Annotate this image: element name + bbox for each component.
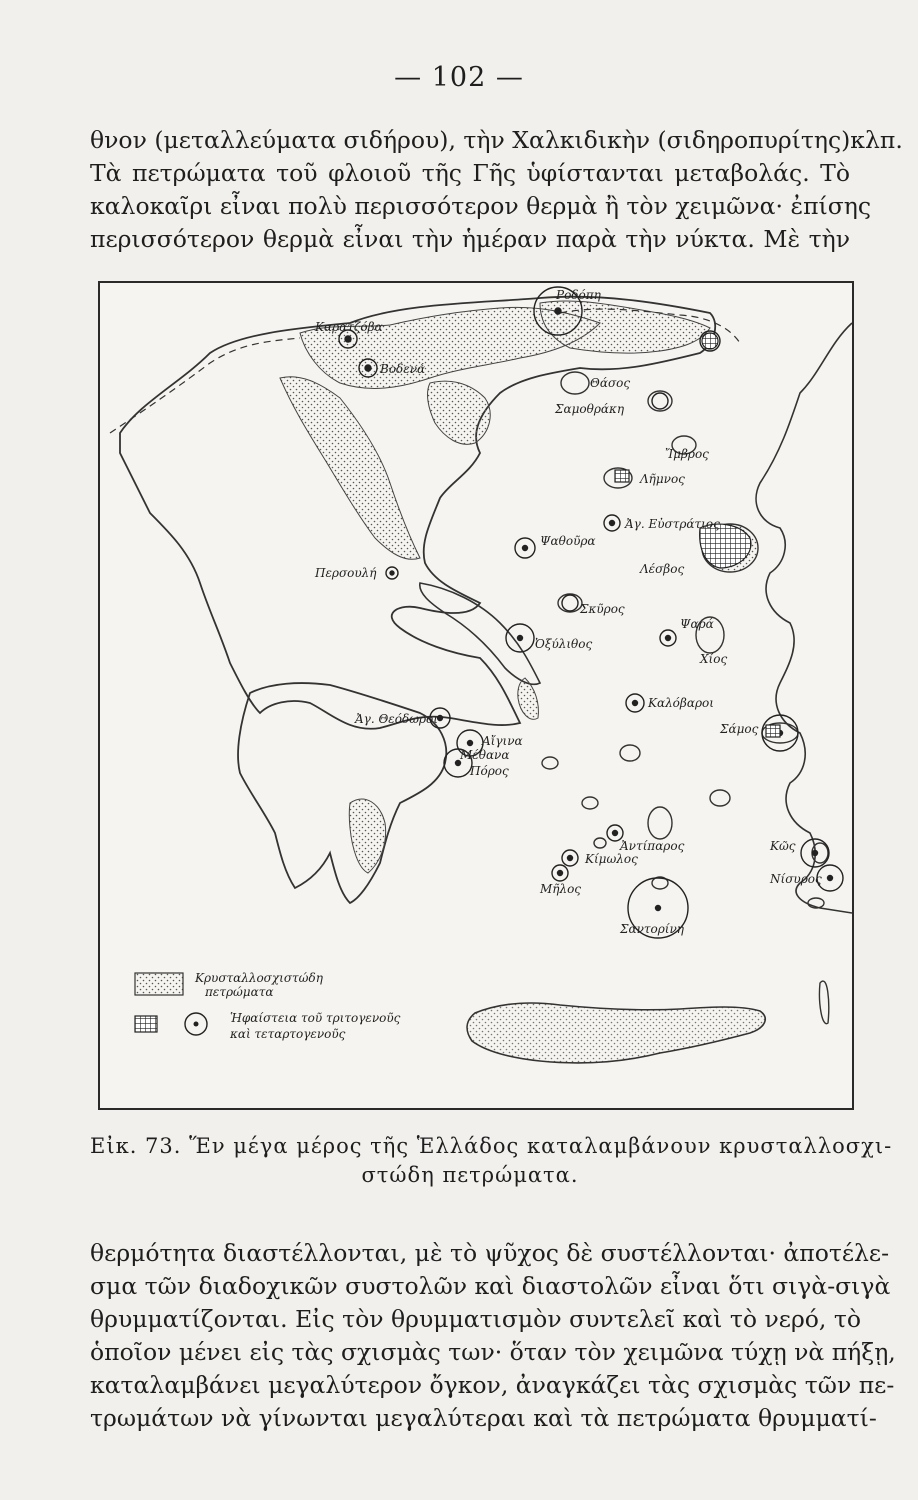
label-nisyros: Νίσυρος — [770, 872, 822, 886]
crete — [467, 1003, 765, 1063]
evia — [420, 583, 540, 684]
anatolian-coast — [756, 323, 852, 913]
text-line: καλοκαῖρι εἶναι πολὺ περισσότερον θερμὰ ἢ τὸν χειμῶνα· ἐπίσης — [90, 192, 872, 220]
text-line: τρωμάτων νὰ γίνωνται μεγαλύτεραι καὶ τὰ πετρώματα θρυμματί- — [90, 1404, 877, 1432]
text-line: Τὰ πετρώματα τοῦ φλοιοῦ τῆς Γῆς ὑφίστανται μεταβολάς. Τὸ — [90, 159, 850, 187]
crystalline-region-pindus — [280, 377, 420, 560]
label-ag-theodoroi: Ἀγ. Θεόδωροι — [355, 712, 438, 726]
label-psathoura: Ψαθοῦρα — [540, 534, 596, 548]
label-limnos: Λῆμνος — [640, 472, 685, 486]
page-number: — 102 — — [394, 62, 524, 93]
label-ag-efstratios: Ἀγ. Εὐστράτιος — [625, 517, 720, 531]
label-aigina: Αἴγινα — [482, 734, 523, 748]
label-psara: Ψαρά — [680, 617, 714, 631]
text-line: σμα τῶν διαδοχικῶν συστολῶν καὶ διαστολῶν εἶναι ὅτι σιγὰ-σιγὰ — [90, 1272, 891, 1300]
bottom-paragraph — [90, 1237, 896, 1435]
legend-volcanoes-label-2: καὶ τεταρτογενοῦς — [230, 1027, 346, 1041]
label-chios: Χίος — [700, 652, 728, 666]
top-paragraph — [90, 124, 903, 256]
volcano-grid-areas — [615, 333, 780, 737]
geological-map-figure — [98, 281, 854, 1110]
label-kos: Κῶς — [770, 839, 796, 853]
label-vodena: Βοδενά — [380, 362, 426, 376]
text-line: θρυμματίζονται. Εἰς τὸν θρυμματισμὸν συντελεῖ καὶ τὸ νερό, τὸ — [90, 1305, 861, 1333]
label-imvros: Ἴμβρος — [665, 447, 709, 461]
legend-crystalline-swatch — [135, 973, 183, 995]
text-line: θνον (μεταλλεύματα σιδήρου), τὴν Χαλκιδικὴν (σιδηροπυρίτης)κλπ. — [90, 126, 903, 154]
map-of-greece — [100, 283, 852, 1108]
label-lesvos: Λέσβος — [640, 562, 685, 576]
legend-volcano-grid-swatch — [135, 1016, 157, 1032]
label-persouli: Περσουλή — [315, 566, 377, 580]
legend-crystalline-label-2: πετρώματα — [205, 985, 274, 999]
legend-volcanoes-label-1: Ἡφαίστεια τοῦ τριτογενοῦς — [230, 1011, 401, 1025]
text-line: θερμότητα διαστέλλονται, μὲ τὸ ψῦχος δὲ συστέλλονται· ἀποτέλε- — [90, 1239, 890, 1267]
label-skyros: Σκῦρος — [580, 602, 625, 616]
label-methana: Μέθανα — [460, 748, 510, 762]
label-karatzova: Καρατζόβα — [315, 320, 383, 334]
label-poros: Πόρος — [470, 764, 509, 778]
label-kalovaroi: Καλόβαροι — [648, 696, 714, 710]
crystalline-region-chalkidiki — [428, 381, 491, 444]
map-legend — [135, 971, 401, 1041]
caption-line: Εἰκ. 73. Ἕν μέγα μέρος τῆς Ἑλλάδος καταλαμβάνουν κρυσταλλοσχι- — [90, 1134, 893, 1158]
label-samos: Σάμος — [720, 722, 759, 736]
label-kimolos: Κίμωλος — [585, 852, 638, 866]
label-thasos: Θάσος — [590, 376, 631, 390]
label-samothraki: Σαμοθράκη — [555, 402, 625, 416]
label-antiparos: Ἀντίπαρος — [620, 839, 685, 853]
caption-line: στώδη πετρώματα. — [361, 1163, 579, 1187]
label-milos: Μῆλος — [540, 882, 582, 896]
label-oxylithos: Ὀξύλιθος — [535, 637, 593, 651]
text-line: ὁποῖον μένει εἰς τὰς σχισμὰς των· ὅταν τὸν χειμῶνα τύχῃ νὰ πήξῃ, — [90, 1338, 896, 1366]
legend-crystalline-label-1: Κρυσταλλοσχιστώδη — [195, 971, 323, 985]
label-rodopi: Ροδόπη — [556, 288, 601, 302]
text-line: περισσότερον θερμὰ εἶναι τὴν ἡμέραν παρὰ τὴν νύκτα. Μὲ τὴν — [90, 225, 850, 253]
figure-caption — [90, 1132, 893, 1190]
text-line: καταλαμβάνει μεγαλύτερον ὄγκον, ἀναγκάζει τὰς σχισμὰς τῶν πε- — [90, 1371, 895, 1399]
label-santorini: Σαντορίνη — [620, 922, 684, 936]
